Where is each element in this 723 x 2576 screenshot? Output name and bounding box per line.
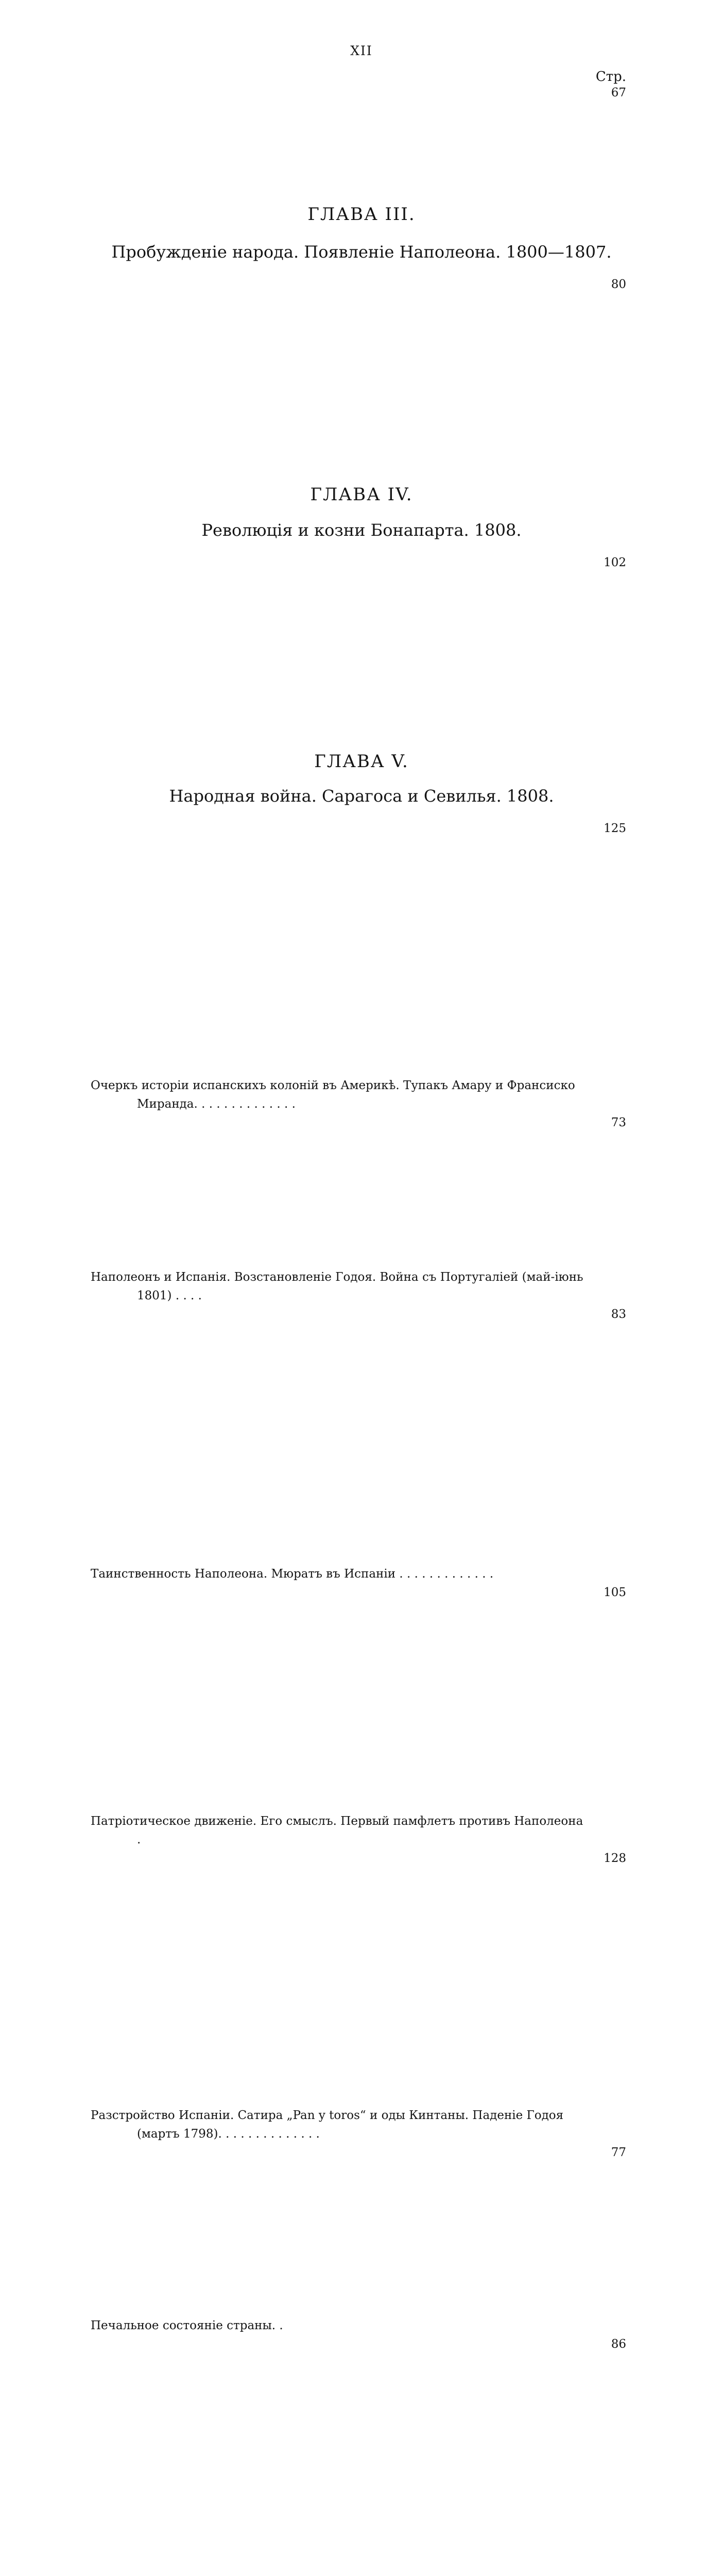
toc-entry-page: 83 [611,1308,626,1321]
chapter-heading: ГЛАВА IV. [310,484,413,505]
toc-entry-title: Патріотическое движеніе. Его смыслъ. Первый памфлетъ противъ Наполеона . [91,1815,583,1846]
chapter-subtitle: Пробужденіе народа. Появленіе Наполеона. 1800—1807. [111,242,612,262]
toc-entry-page: 128 [604,1852,626,1865]
toc-entry-title: Разстройство Испаніи. Сатира „Pan y toros“ и оды Кинтаны. Паденіе Годоя (мартъ 1798). . . . . . . . . . . . . . [91,2109,564,2141]
toc-entry-page: 86 [611,2337,626,2351]
toc-entry-title: Таинственность Наполеона. Мюратъ въ Испаніи . . . . . . . . . . . . . [91,1567,494,1581]
toc-entry-page: 105 [604,1586,626,1599]
toc-section-chapter-5 [91,819,626,2576]
toc-entry-page: 67 [611,86,626,99]
page-column-header: Стр. [595,69,626,84]
toc-entry [91,1849,626,2576]
toc-entry-page: 102 [604,556,626,569]
toc-entry-title: Наполеонъ и Испанія. Возстановленіе Годоя. Война съ Португаліей (май-іюнь 1801) . . . . [91,1270,583,1302]
toc-entry-page: 77 [611,2146,626,2159]
chapter-heading: ГЛАВА III. [307,204,416,225]
toc-entry-title: Печальное состояніе страны. . [91,2319,283,2332]
toc-entry-page: 73 [611,1116,626,1129]
toc-entry-page: 125 [604,822,626,835]
toc-entry-title: Очеркъ исторіи испанскихъ колоній въ Америкѣ. Тупакъ Амару и Франсиско Миранда. . . . . . . . . . . . . . [91,1079,575,1111]
page-number: XII [350,43,373,58]
chapter-heading: ГЛАВА V. [314,751,409,772]
chapter-subtitle: Революція и козни Бонапарта. 1808. [201,520,522,540]
toc-entry-page: 80 [611,278,626,291]
chapter-subtitle: Народная война. Сарагоса и Севилья. 1808. [169,786,554,806]
toc-entry [91,819,626,1849]
